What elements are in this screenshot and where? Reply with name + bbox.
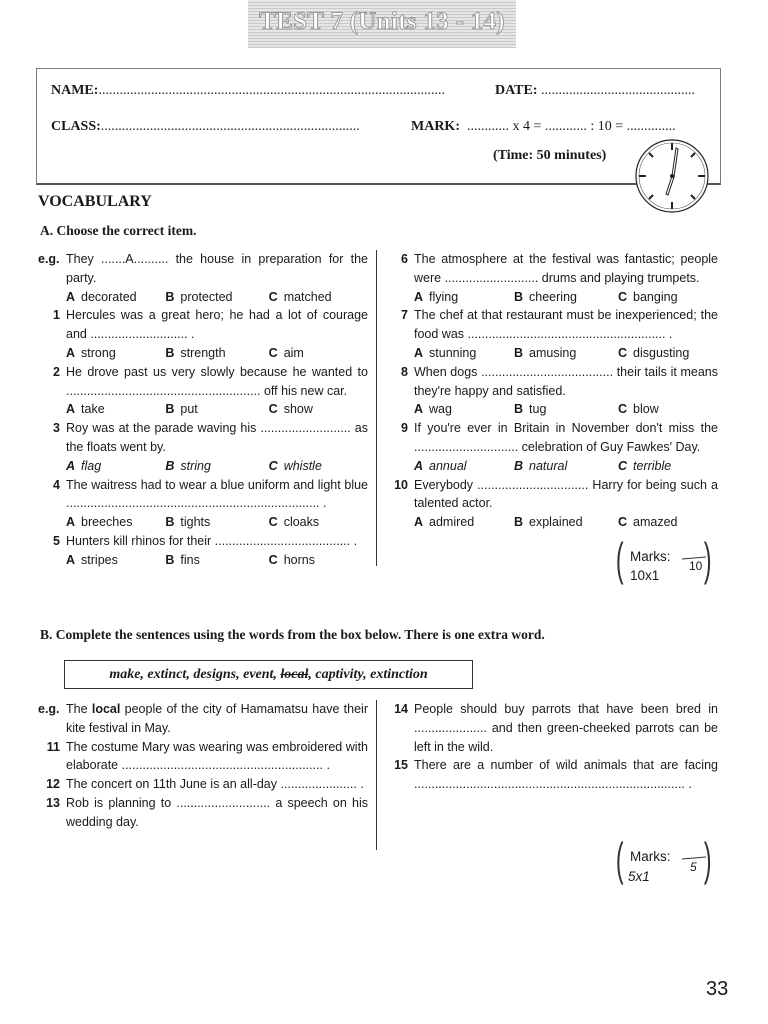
answer-options <box>386 457 718 476</box>
section-a-instruction: A. Choose the correct item. <box>40 223 197 238</box>
option-word: terrible <box>633 458 672 473</box>
option-word: tug <box>529 402 547 417</box>
example-answer: local <box>91 702 121 716</box>
question-text: The waitress had to wear a blue uniform and light blue ......................................................................... . <box>66 477 368 511</box>
option-letter: B <box>165 552 175 567</box>
word-box-crossed-word: local <box>280 667 309 682</box>
question-number: 6 <box>401 252 408 266</box>
answer-option-b[interactable] <box>514 288 618 307</box>
sentence-number: 14 <box>394 702 408 716</box>
sentence-text-end: people of the city of Hamamatsu have their kite festival in May. <box>66 702 369 735</box>
word-box <box>64 660 473 689</box>
option-word: natural <box>529 458 568 473</box>
answer-option-c[interactable] <box>618 457 718 476</box>
question-text: Hunters kill rhinos for their ....................................... . <box>66 533 358 548</box>
question-text-row <box>38 363 368 401</box>
option-letter: A <box>414 515 424 530</box>
option-word: cheering <box>529 289 577 304</box>
answer-option-c[interactable] <box>618 288 718 307</box>
section-a-left-column <box>38 250 368 570</box>
option-letter: A <box>414 402 424 417</box>
option-word: flying <box>429 289 459 304</box>
option-word: cloaks <box>283 515 320 530</box>
sentence-item <box>38 700 368 738</box>
word-box-words: make, extinct, designs, event, <box>109 667 281 682</box>
answer-option-b[interactable] <box>165 457 268 476</box>
marks-a-total: 10 <box>689 559 703 573</box>
question-text-row <box>386 306 718 344</box>
question-text-row <box>386 250 718 288</box>
sentence-number: e.g. <box>38 702 60 716</box>
answer-option-a[interactable] <box>414 457 514 476</box>
option-letter: C <box>268 458 278 473</box>
option-word: flag <box>81 458 102 473</box>
sentence-item <box>386 700 718 756</box>
option-word: whistle <box>283 458 322 473</box>
option-letter: A <box>66 515 76 530</box>
question-number: 8 <box>401 364 408 379</box>
answer-option-a[interactable] <box>66 288 165 307</box>
question-text-row <box>38 419 368 457</box>
sentence-number: 15 <box>394 758 408 773</box>
section-b-right-column <box>386 700 718 794</box>
mark-label: MARK: <box>411 119 460 134</box>
option-word: string <box>180 458 211 473</box>
option-letter: B <box>165 458 175 473</box>
question-number: 3 <box>53 421 60 436</box>
option-word: explained <box>529 515 583 530</box>
answer-option-a[interactable] <box>414 400 514 419</box>
option-letter: A <box>414 289 424 304</box>
question-text: The chef at that restaurant must be inexperienced; the food was ......................................................... . <box>414 308 718 342</box>
option-letter: B <box>514 345 524 360</box>
option-word: fins <box>180 552 200 567</box>
answer-option-b[interactable] <box>165 551 268 570</box>
marks-b-formula: 5x1 <box>628 869 650 884</box>
sentence-text[interactable]: The concert on 11th June is an all-day ...................... . <box>66 777 364 792</box>
option-letter: B <box>165 402 175 417</box>
option-letter: C <box>268 402 278 417</box>
column-divider-b <box>376 700 377 850</box>
clock-icon <box>622 136 718 216</box>
option-word: decorated <box>81 289 137 304</box>
question-item <box>386 250 718 306</box>
option-letter: C <box>268 345 278 360</box>
option-letter: C <box>618 402 628 417</box>
sentence-item <box>38 738 368 776</box>
name-row <box>51 83 445 99</box>
answer-options <box>386 344 718 363</box>
sentence-number: 11 <box>46 739 60 754</box>
sentence-number: 12 <box>46 777 60 792</box>
option-word: stripes <box>81 552 118 567</box>
class-label: CLASS: <box>51 119 101 134</box>
question-text-row <box>38 476 368 514</box>
answer-option-b[interactable] <box>514 513 618 532</box>
question-text: Everybody ................................ Harry for being such a talented actor. <box>414 477 718 511</box>
answer-option-c[interactable] <box>269 513 368 532</box>
marks-a-left-paren: ( <box>615 533 624 585</box>
answer-options <box>38 344 368 363</box>
marks-a-formula: 10x1 <box>630 568 660 583</box>
mark-formula[interactable]: ............ x 4 = ............ : 10 = .............. <box>467 119 676 134</box>
option-letter: B <box>514 515 524 530</box>
time-limit: (Time: 50 minutes) <box>493 148 607 163</box>
option-letter: A <box>66 289 76 304</box>
option-word: strong <box>81 345 116 360</box>
sentence-text[interactable]: Rob is planning to ........................... a speech on his wedding day. <box>66 795 368 829</box>
answer-option-c[interactable] <box>269 400 368 419</box>
option-word: banging <box>633 289 678 304</box>
question-text: He drove past us very slowly because he wanted to ........................................................ off his new car. <box>66 364 368 398</box>
option-word: horns <box>283 552 315 567</box>
answer-options <box>386 288 718 307</box>
option-letter: B <box>165 515 175 530</box>
section-b-left-column <box>38 700 368 832</box>
marks-b-label: Marks: <box>630 849 671 864</box>
option-word: stunning <box>429 345 477 360</box>
question-number: 5 <box>53 533 60 548</box>
option-word: protected <box>180 289 233 304</box>
marks-a-right-paren: ) <box>703 533 712 585</box>
option-word: amazed <box>633 515 678 530</box>
option-word: take <box>81 402 105 417</box>
name-label: NAME: <box>51 83 99 98</box>
question-text: If you're ever in Britain in November don't miss the .............................. celebration of Guy Fawkes' Day. <box>414 421 718 454</box>
answer-option-b[interactable] <box>514 457 618 476</box>
class-field[interactable]: .......................................................................... <box>100 119 360 134</box>
marks-b-right-paren: ) <box>703 833 712 885</box>
answer-option-a[interactable] <box>66 513 165 532</box>
answer-option-b[interactable] <box>165 400 268 419</box>
answer-option-a[interactable] <box>414 288 514 307</box>
test-title: TEST 7 (Units 13 - 14) <box>259 8 505 35</box>
answer-option-c[interactable] <box>269 288 368 307</box>
sentence-number: 13 <box>46 795 60 810</box>
page-number: 33 <box>706 978 729 1000</box>
option-word: blow <box>633 402 659 417</box>
answer-option-c[interactable] <box>618 400 718 419</box>
answer-option-a[interactable] <box>66 400 165 419</box>
question-text-row <box>38 306 368 344</box>
answer-options <box>38 457 368 476</box>
question-text: Hercules was a great hero; he had a lot of courage and ............................ . <box>66 308 368 342</box>
option-word: admired <box>429 515 475 530</box>
option-letter: A <box>66 458 76 473</box>
option-letter: C <box>618 458 628 473</box>
section-a-right-column <box>386 250 718 532</box>
sentence-item <box>38 794 368 832</box>
option-letter: C <box>268 515 278 530</box>
option-word: tights <box>180 515 211 530</box>
option-word: strength <box>180 345 226 360</box>
option-word: show <box>283 402 313 417</box>
section-b-instruction: B. Complete the sentences using the words from the box below. There is one extra word. <box>40 627 545 642</box>
option-letter: C <box>618 345 628 360</box>
question-item <box>38 476 368 532</box>
option-letter: C <box>618 515 628 530</box>
question-text-row <box>386 419 718 457</box>
question-text: Roy was at the parade waving his .......................... as the floats went by. <box>66 421 368 454</box>
answer-option-b[interactable] <box>514 400 618 419</box>
question-text: When dogs ...................................... their tails it means they're happy and satisfied. <box>414 364 718 398</box>
option-letter: A <box>414 458 424 473</box>
question-item <box>38 419 368 475</box>
answer-option-a[interactable] <box>66 344 165 363</box>
question-number: e.g. <box>38 252 60 266</box>
question-item <box>386 363 718 419</box>
question-text: They .......A.......... the house in preparation for the party. <box>66 252 368 285</box>
answer-option-b[interactable] <box>514 344 618 363</box>
question-text-row <box>386 363 718 401</box>
option-letter: C <box>618 289 628 304</box>
class-row <box>51 119 360 135</box>
date-field[interactable]: ............................................ <box>541 83 696 98</box>
marks-b-left-paren: ( <box>615 833 624 885</box>
option-letter: C <box>268 289 278 304</box>
question-text: The atmosphere at the festival was fantastic; people were ........................... drums and playing trumpets. <box>414 252 718 285</box>
question-text-row <box>38 250 368 288</box>
answer-option-a[interactable] <box>66 457 165 476</box>
marks-b-total: 5 <box>690 860 697 874</box>
answer-option-a[interactable] <box>414 344 514 363</box>
sentence-text[interactable]: People should buy parrots that have been bred in ..................... and then green-cheeked parrots can be left in the wild. <box>414 702 718 754</box>
answer-option-c[interactable] <box>269 344 368 363</box>
question-item <box>386 476 718 532</box>
answer-options <box>386 513 718 532</box>
question-number: 1 <box>53 308 60 323</box>
question-text-row <box>386 476 718 514</box>
column-divider <box>376 250 377 566</box>
question-number: 9 <box>401 421 408 436</box>
sentence-text[interactable]: The costume Mary was wearing was embroidered with elaborate .......................................................... . <box>66 739 368 773</box>
answer-option-c[interactable] <box>618 513 718 532</box>
question-number: 10 <box>394 477 408 492</box>
answer-options <box>38 551 368 570</box>
mark-row <box>411 119 676 135</box>
name-field[interactable]: ................................................................................................... <box>98 83 445 98</box>
option-word: aim <box>283 345 304 360</box>
question-item <box>38 306 368 362</box>
option-letter: B <box>514 402 524 417</box>
question-text-row <box>38 532 368 551</box>
answer-option-b[interactable] <box>165 344 268 363</box>
option-word: put <box>180 402 198 417</box>
answer-option-b[interactable] <box>165 513 268 532</box>
date-label: DATE: <box>495 83 538 98</box>
date-row <box>495 83 695 99</box>
option-word: breeches <box>81 515 133 530</box>
sentence-text[interactable]: There are a number of wild animals that are facing .............................................................................. . <box>414 758 718 792</box>
answer-option-b[interactable] <box>165 288 268 307</box>
question-number: 4 <box>53 477 60 492</box>
sentence-text-start: The <box>66 702 92 716</box>
option-letter: B <box>514 289 524 304</box>
question-number: 7 <box>401 308 408 323</box>
option-letter: C <box>268 552 278 567</box>
marks-a-label: Marks: <box>630 549 671 564</box>
answer-options <box>38 400 368 419</box>
option-letter: A <box>66 402 76 417</box>
option-letter: A <box>414 345 424 360</box>
option-letter: B <box>514 458 524 473</box>
question-item <box>386 419 718 475</box>
option-word: wag <box>429 402 452 417</box>
test-title-banner <box>248 0 516 48</box>
answer-option-a[interactable] <box>414 513 514 532</box>
option-word: matched <box>283 289 332 304</box>
answer-options <box>386 400 718 419</box>
answer-options <box>38 513 368 532</box>
question-number: 2 <box>53 364 60 379</box>
option-letter: A <box>66 552 76 567</box>
answer-option-c[interactable] <box>618 344 718 363</box>
vocabulary-heading: VOCABULARY <box>38 193 152 210</box>
question-item <box>38 250 368 306</box>
option-word: disgusting <box>633 345 690 360</box>
answer-options <box>38 288 368 307</box>
student-info-box <box>36 68 721 185</box>
answer-option-c[interactable] <box>269 551 368 570</box>
answer-option-c[interactable] <box>269 457 368 476</box>
option-letter: A <box>66 345 76 360</box>
option-word: annual <box>429 458 467 473</box>
question-item <box>386 306 718 362</box>
option-word: amusing <box>529 345 577 360</box>
option-letter: B <box>165 345 175 360</box>
question-item <box>38 532 368 570</box>
option-letter: B <box>165 289 175 304</box>
answer-option-a[interactable] <box>66 551 165 570</box>
word-box-words-end: , captivity, extinction <box>308 667 428 682</box>
question-item <box>38 363 368 419</box>
sentence-item <box>386 756 718 794</box>
sentence-item <box>38 775 368 794</box>
